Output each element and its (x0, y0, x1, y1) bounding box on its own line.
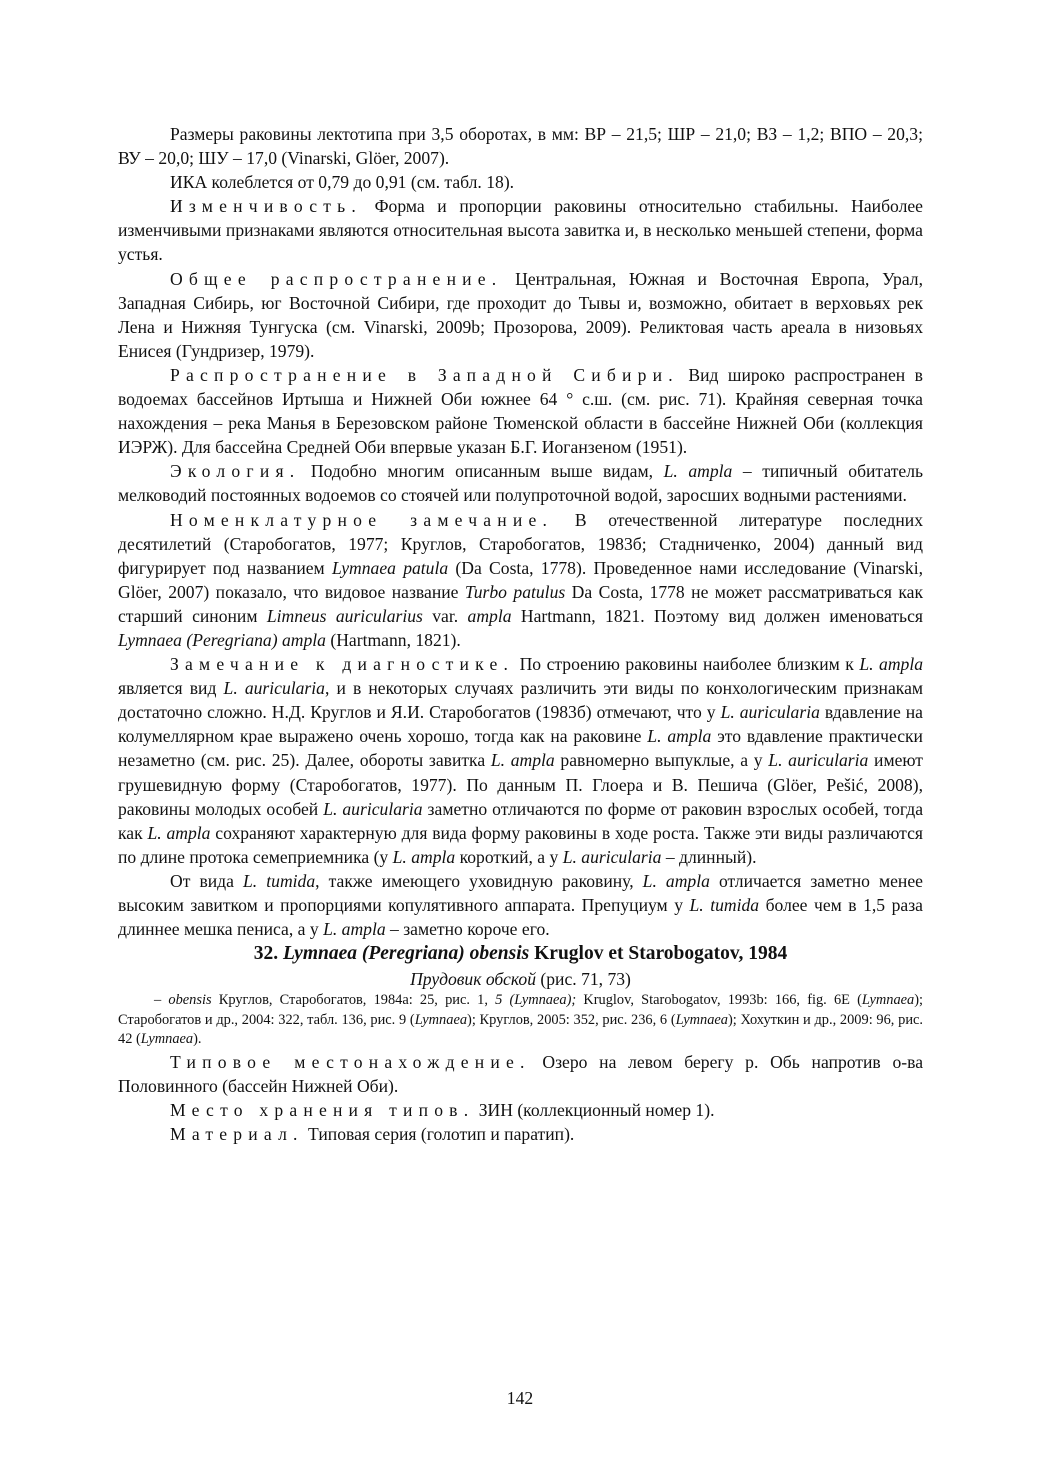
synonymy-list: – obensis Круглов, Старобогатов, 1984а: 25, рис. 1, 5 (Lymnaea); Kruglov, Starobogatov, 1993b: 166, fig. 6E (Lymnaea); Старобогатов и др., 2004: 322, табл. 136, рис. 9 (Lymnaea); Круглов, 2005: 352, рис. 236, 6 (Lymnaea); Хохуткин и др., 2009: 96, рис. 42 (Lymnaea). (118, 992, 924, 1048)
paragraph-tumida-comparison: От вида L. tumida, также имеющего уховидную раковину, L. ampla отличается заметно менее высоким завитком и пропорциями копулятивного аппарата. Препуциум у L. tumida более чем в 1,5 раза длиннее мешка пениса, а у L. ampla – заметно короче его. (118, 870, 923, 940)
paragraph-west-siberia-distribution: Распространение в Западной Сибири. Вид широко распространен в водоемах бассейнов Иртыша и Нижней Оби южнее 64 ° с.ш. (см. рис. 71). Крайняя северная точка нахождения – река Манья в Березовском районе Тюменской области в бассейне Нижней Оби (коллекция ИЭРЖ). Для бассейна Средней Оби впервые указан Б.Г. Иоганзеном (1951). (118, 364, 923, 458)
paragraph-type-repository: Место хранения типов. ЗИН (коллекционный номер 1). (170, 1100, 715, 1121)
section-label-nomenclature: Номенклатурное замечание. (170, 509, 554, 530)
section-label-type-locality: Типовое местонахождение. (170, 1052, 531, 1073)
section-label-ecology: Экология. (170, 461, 301, 482)
section-label-general-distribution: Общее распространение. (170, 268, 503, 289)
paragraph-general-distribution: Общее распространение. Центральная, Южная и Восточная Европа, Урал, Западная Сибирь, юг Восточной Сибири, где проходит до Тывы и, возможно, обитает в верховьях рек Лена и Нижняя Тунгуска (см. Vinarski, 2009b; Прозорова, 2009). Реликтовая часть ареала в низовьях Енисея (Гундризер, 1979). (118, 268, 923, 361)
section-label-variability: Изменчивость. (170, 196, 362, 217)
paragraph-ika: ИКА колеблется от 0,79 до 0,91 (см. табл. 18). (170, 172, 515, 193)
document-page (118, 122, 923, 1146)
paragraph-material: Материал. Типовая серия (голотип и паратип). (170, 1124, 575, 1145)
species-common-name: Прудовик обской (рис. 71, 73) (410, 969, 631, 990)
paragraph-type-locality: Типовое местонахождение. Озеро на левом берегу р. Обь напротив о-ва Половинного (бассейн Нижней Оби). (118, 1052, 923, 1097)
paragraph-ecology: Экология. Подобно многим описанным выше видам, L. ampla – типичный обитатель мелководий постоянных водоемов со стоячей или полупроточной водой, заросших водными растениями. (118, 461, 923, 506)
paragraph-diagnostics-note: Замечание к диагностике. По строению раковины наиболее близким к L. ampla является вид L. auricularia, и в некоторых случаях различить эти виды по конхологическим признакам достаточно сложно. Н.Д. Круглов и Я.И. Старобогатов (1983б) отмечают, что у L. auricularia вдавление на колумеллярном крае выражено очень хорошо, тогда как на раковине L. ampla это вдавление практически незаметно (см. рис. 25). Далее, обороты завитка L. ampla равномерно выпуклые, а у L. auricularia имеют грушевидную форму (Старобогатов, 1977). По данным П. Глоера и В. Пешича (Glöer, Pešić, 2008), раковины молодых особей L. auricularia заметно отличаются по форме от раковин взрослых особей, тогда как L. ampla сохраняют характерную для вида форму раковины в ходе роста. Также эти виды различаются по длине протока семеприемника (у L. ampla короткий, а у L. auricularia – длинный). (118, 654, 924, 867)
page-number: 142 (506, 1388, 534, 1408)
section-label-diagnostics: Замечание к диагностике. (170, 654, 515, 675)
paragraph-lectotype-size: Размеры раковины лектотипа при 3,5 оборотах, в мм: ВР – 21,5; ШР – 21,0; ВЗ – 1,2; ВПО – 20,3; ВУ – 20,0; ШУ – 17,0 (Vinarski, Glöer, 2007). (118, 124, 923, 169)
section-label-material: Материал. (170, 1124, 304, 1145)
species-heading: 32. Lymnaea (Peregriana) obensis Kruglov et Starobogatov, 1984 (253, 943, 788, 965)
paragraph-nomenclature: Номенклатурное замечание. В отечественной литературе последних десятилетий (Старобогатов, 1977; Круглов, Старобогатов, 1983б; Стадниченко, 2004) данный вид фигурирует под названием Lymnaea patula (Da Costa, 1778). Проведенное нами исследование (Vinarski, Glöer, 2007) показало, что видовое название Turbo patulus Da Costa, 1778 не может рассматриваться как старший синоним Limneus auricularius var. ampla Hartmann, 1821. Поэтому вид должен именоваться Lymnaea (Peregriana) ampla (Hartmann, 1821). (118, 509, 923, 650)
section-label-type-repository: Место хранения типов. (170, 1100, 475, 1121)
section-label-west-siberia: Распространение в Западной Сибири. (170, 364, 679, 385)
paragraph-variability: Изменчивость. Форма и пропорции раковины относительно стабильны. Наиболее изменчивыми признаками являются относительная высота завитка и, в несколько меньшей степени, форма устья. (118, 196, 923, 265)
